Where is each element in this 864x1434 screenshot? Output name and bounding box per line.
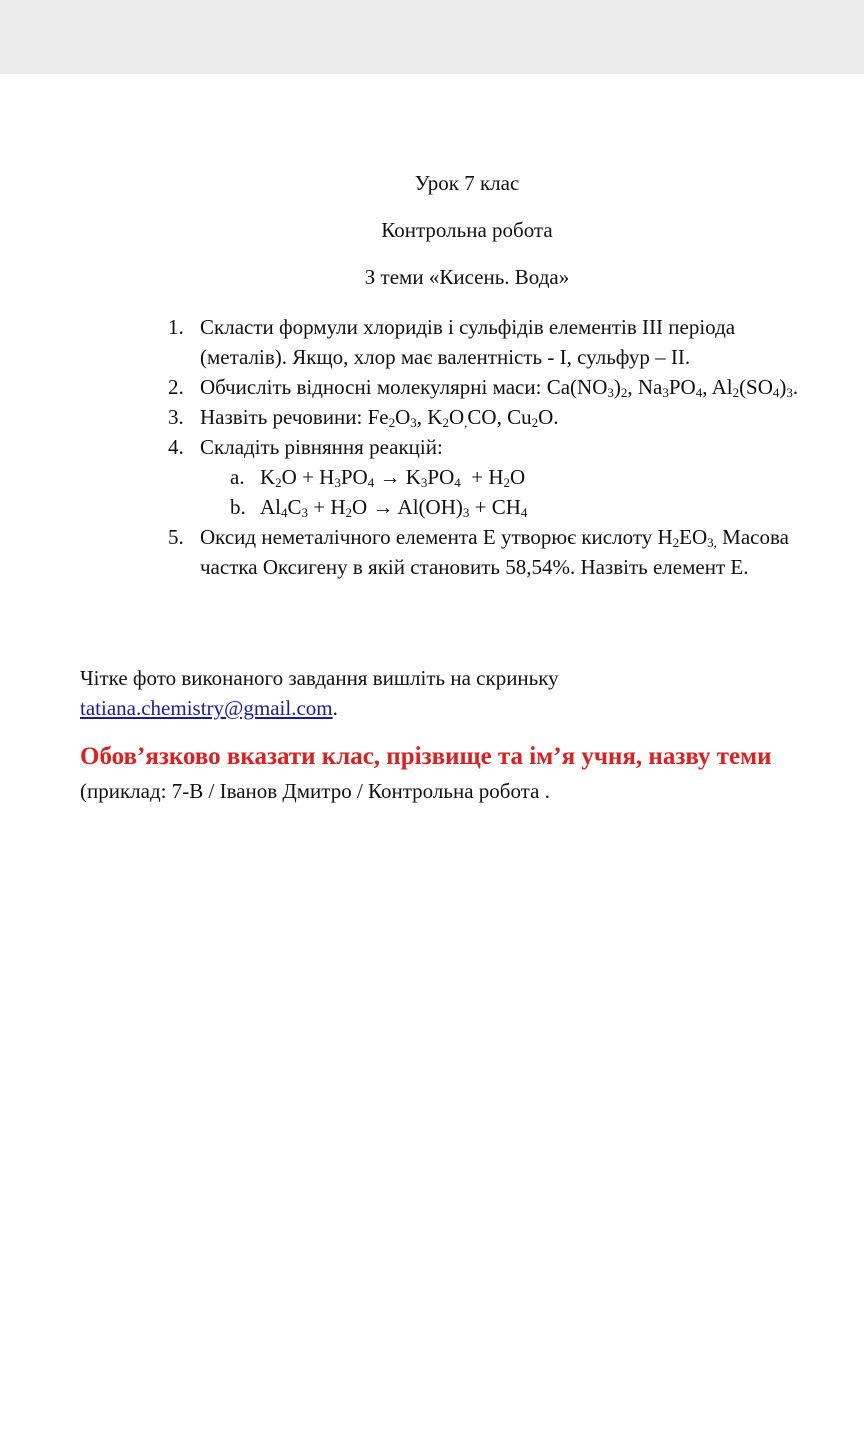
task-text: Назвіть речовини: [200,405,368,429]
viewer-top-bar [0,0,864,74]
task-number: 2. [168,375,184,399]
lesson-heading: Урок 7 клас [414,171,520,195]
email-line: tatiana.chemistry@gmail.com. [80,696,338,720]
formula-sodium-phosphate: $Na_3PO_4$ [637,375,703,400]
formula-list: $Fe_2O_3$, $K_2O_,CO$, $Cu_2O$. [367,405,559,430]
task-text-line: частка Оксигену в якій становить 58,54%. Назвіть елемент Е. [200,555,749,579]
task-text: Обчисліть відносні молекулярні маси: [200,375,547,399]
example-line: (приклад: 7-В / Іванов Дмитро / Контрольна робота . [80,779,550,803]
formula-calcium-nitrate: $Ca(NO_3)_2$ [546,375,628,400]
task-item-5 [168,522,858,582]
task-number: 1. [168,315,184,339]
task-text-line: Оксид неметалічного елемента Е утворює кислоту $H_2EO_{3,}$ Масова [200,525,789,550]
task-list [168,312,858,582]
task-text: Складіть рівняння реакцій: [200,435,443,459]
subitem-letter: b. [230,495,246,519]
task-item-3 [168,402,858,432]
warning-notice: Обов’язково вказати клас, прізвище та ім’я учня, назву теми [80,743,772,770]
topic-heading: З теми «Кисень. Вода» [364,265,570,289]
email-link[interactable]: tatiana.chemistry@gmail.com [80,696,333,720]
task-number: 5. [168,525,184,549]
task-item-1 [168,312,858,372]
task-number: 4. [168,435,184,459]
reaction-b [168,492,858,522]
work-type-heading: Контрольна робота [381,218,553,242]
submission-instruction: Чітке фото виконаного завдання вишліть на скриньку [80,666,559,690]
reaction-a [168,462,858,492]
task-item-4 [168,432,858,462]
subitem-letter: a. [230,465,245,489]
reaction-equation: $K_2O + H_3PO_4 \to K_3PO_4 + H_2O$ [260,465,526,490]
task-number: 3. [168,405,184,429]
task-text-line: Скласти формули хлоридів і сульфідів елементів ІІІ періода [200,315,736,339]
task-text-line: (металів). Якщо, хлор має валентність - І, сульфур – ІІ. [200,345,691,369]
task-item-2: 2. Обчисліть відносні молекулярні маси: $Ca(NO_3)_2$, $Na_3PO_4$, $Al_2(SO_4)_3$. [168,372,858,402]
formula-aluminium-sulfate: $Al_2(SO_4)_3$ [711,375,793,400]
reaction-equation: $Al_4C_3 + H_2O \to Al(OH)_3 + CH_4$ [260,495,528,520]
